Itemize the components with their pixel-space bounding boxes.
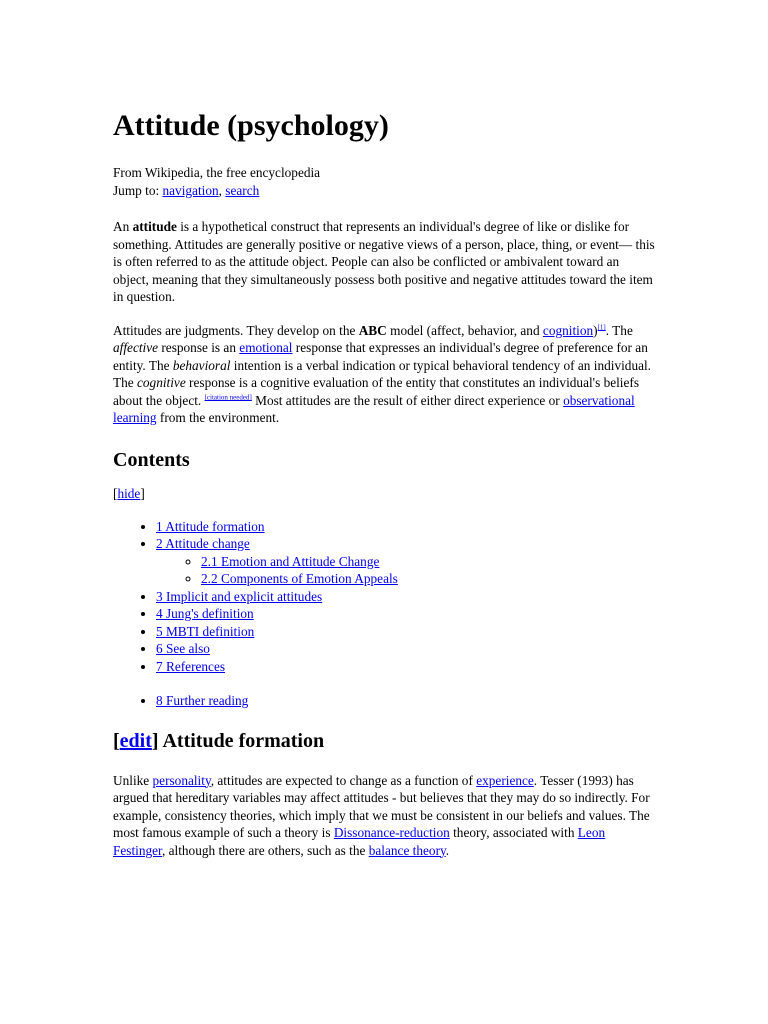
para-text: response that expresses an individual's degree of preference for an entity. The (113, 340, 648, 373)
jump-separator: , (218, 183, 226, 198)
para-text: Attitudes are judgments. They develop on the (113, 322, 359, 338)
article-meta (113, 164, 658, 200)
bracket: ] (140, 485, 145, 501)
dissonance-reduction-link[interactable]: Dissonance-reduction (333, 825, 450, 840)
toc-link-attitude-formation[interactable]: 1 Attitude formation (156, 518, 265, 534)
para-text: theory, associated with (449, 825, 578, 840)
hide-contents-link[interactable]: hide (117, 485, 141, 501)
toc-link-mbti[interactable]: 5 MBTI definition (156, 623, 255, 639)
formation-paragraph (113, 772, 658, 860)
leon-festinger-link[interactable]: Leon Festinger (113, 825, 606, 858)
table-of-contents (113, 518, 658, 710)
toc-link-references[interactable]: 7 References (156, 658, 226, 674)
para-text: intention is a verbal indication or typical behavioral tendency of an individual. The (113, 357, 652, 390)
toc-link-implicit-explicit[interactable]: 3 Implicit and explicit attitudes (156, 588, 323, 604)
jump-links (113, 182, 658, 200)
page-title: Attitude (psychology) (113, 109, 389, 142)
toc-item (156, 605, 658, 623)
term-cognitive: cognitive (137, 375, 186, 390)
toc-link-attitude-change[interactable]: 2 Attitude change (156, 536, 250, 551)
toc-item (201, 570, 658, 588)
term-attitude: attitude (132, 219, 177, 234)
toc-item (156, 640, 658, 658)
article-content (113, 108, 658, 859)
citation-needed-link[interactable]: [citation needed] (204, 393, 252, 402)
intro-text: is a hypothetical construct that represents an individual's degree of like or dislike for something. Attitudes are generally positive or negative views of a person, place, thing, or event— this is often referred to as the attitude object. People can also be conflicted or ambivalent toward an object, meaning that they simultaneously possess both positive and negative attitudes toward the item in question. (113, 219, 655, 304)
toc-item (201, 553, 658, 571)
jump-prefix: Jump to: (113, 183, 163, 198)
toc-link-components-emotion-appeals[interactable]: 2.2 Components of Emotion Appeals (201, 571, 398, 586)
para-text: . Tesser (1993) has argued that hereditary variables may affect attitudes - but believes that they may do so indirectly. For example, consistency theories, which imply that we must be consistent in our beliefs and values. The most famous example of such a theory is (113, 772, 650, 840)
cognition-link[interactable]: cognition (542, 322, 594, 338)
para-text: , attitudes are expected to change as a function of (210, 772, 477, 788)
toc-item (156, 623, 658, 641)
toc-sublist (156, 553, 658, 588)
toc-item (156, 535, 658, 588)
toc-item (156, 518, 658, 536)
site-subtitle: From Wikipedia, the free encyclopedia (113, 165, 321, 180)
intro-paragraph (113, 218, 658, 306)
toc-link-see-also[interactable]: 6 See also (156, 641, 210, 656)
balance-theory-link[interactable]: balance theory (368, 842, 446, 858)
toc-link-jung[interactable]: 4 Jung's definition (156, 606, 254, 621)
navigation-link[interactable]: navigation (162, 183, 219, 198)
bracket: [ (113, 729, 120, 752)
toc-item (156, 658, 658, 676)
section-heading-attitude-formation (113, 728, 658, 754)
experience-link[interactable]: experience (476, 772, 534, 788)
para-text: , although there are others, such as the (161, 842, 369, 858)
toc-item (156, 692, 658, 710)
reference-1-link[interactable]: [1] (597, 323, 606, 332)
term-abc: ABC (358, 322, 387, 338)
toc-link-further-reading[interactable]: 8 Further reading (156, 693, 249, 708)
section-title-text: Attitude formation (158, 729, 325, 752)
contents-toggle (113, 485, 658, 503)
contents-heading: Contents (113, 448, 190, 471)
para-text: ) (593, 322, 598, 338)
intro-text: An (113, 219, 133, 234)
para-text: model (affect, behavior, and (386, 322, 543, 338)
emotional-link[interactable]: emotional (239, 340, 293, 355)
toc-item (156, 588, 658, 606)
personality-link[interactable]: personality (152, 772, 211, 788)
para-text: Unlike (113, 772, 153, 788)
term-behavioral: behavioral (172, 357, 231, 373)
edit-section-link[interactable]: edit (119, 729, 152, 752)
bracket: [ (113, 485, 118, 501)
para-text: . The (605, 322, 633, 338)
para-text: Most attitudes are the result of either direct experience or (251, 392, 564, 408)
abc-paragraph (113, 322, 658, 427)
term-affective: affective (113, 340, 159, 355)
para-text: from the environment. (156, 410, 280, 425)
para-text: response is an (158, 340, 240, 355)
para-text: . (445, 842, 450, 858)
para-text: response is a cognitive evaluation of the entity that constitutes an individual's beliefs about the object. (113, 375, 640, 408)
bracket: ] (151, 729, 159, 752)
observational-learning-link[interactable]: observational learning (113, 392, 635, 425)
search-link[interactable]: search (225, 183, 260, 198)
toc-link-emotion-attitude-change[interactable]: 2.1 Emotion and Attitude Change (201, 553, 380, 569)
